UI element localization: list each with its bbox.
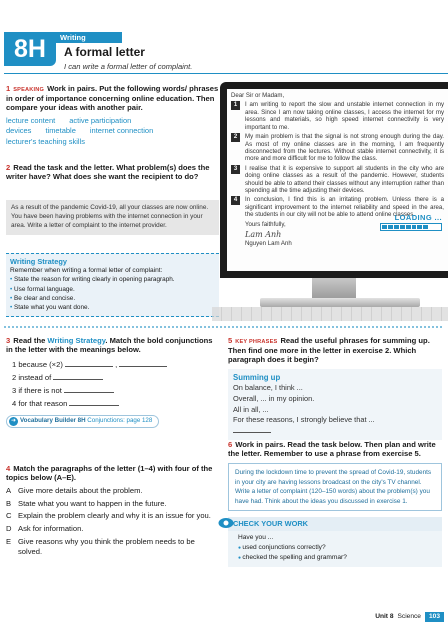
gap-fill-item: 1 because (×2) ,	[12, 359, 219, 372]
section-label: Writing	[56, 32, 122, 43]
answer-blank[interactable]	[69, 405, 119, 406]
letter-closing: Yours faithfully,	[245, 220, 286, 228]
check-title: CHECK YOUR WORK	[228, 517, 442, 530]
letter-paragraph-1	[231, 101, 444, 131]
strategy-title: Writing Strategy	[10, 257, 67, 266]
footer-unit: Unit 8	[375, 613, 394, 620]
answer-blank[interactable]	[119, 366, 167, 367]
summing-up-title: Summing up	[233, 372, 281, 382]
answer-line[interactable]	[233, 426, 437, 437]
key-phrase: Overall, ... in my opinion.	[233, 393, 315, 403]
exercise-2	[6, 163, 219, 182]
topic-letter: C	[6, 511, 12, 521]
loading-segment	[429, 225, 434, 229]
letter-screen	[227, 89, 448, 271]
answer-blank[interactable]	[64, 392, 114, 393]
writing-strategy-box	[6, 253, 219, 317]
strategy-intro: Remember when writing a formal letter of complaint:	[10, 267, 163, 275]
paragraph-text: I am writing to report the slow and unstable internet connection in my area. Since I am now taking online classes, I access the internet for my lessons and materials, so high speed internet connectivity is very important to me.	[245, 101, 444, 131]
exercise-instruction: Read the task and the letter. What problem(s) does the writer have? What does she want the recipient to do?	[6, 163, 210, 182]
check-intro: Have you ...	[238, 533, 274, 541]
exercise-6	[228, 440, 442, 567]
letter-paragraph-3	[231, 165, 444, 195]
eye-icon	[218, 517, 234, 529]
laptop-stand-base	[260, 298, 420, 307]
list-item: • State the reason for writing clearly in opening paragraph.	[10, 275, 215, 284]
paragraph-number: 2	[231, 133, 240, 142]
key-phrase: For these reasons, I strongly believe that ...	[233, 415, 375, 425]
check-item: ● checked the spelling and grammar?	[238, 553, 437, 563]
answer-blank[interactable]	[53, 379, 103, 380]
phrase: devices	[6, 126, 32, 136]
check-item: ● used conjunctions correctly?	[238, 543, 437, 553]
vocab-link-page: Conjunctions: page 128	[87, 416, 153, 424]
letter-paragraph-2	[231, 133, 444, 163]
phrase: lecturer's teaching skills	[6, 136, 85, 146]
gap-fill-prompt: 2 instead of	[12, 372, 52, 382]
list-item: • Use formal language.	[10, 285, 215, 294]
exercise-instruction: Match the paragraphs of the letter (1–4) with four of the topics below (A–E).	[6, 464, 213, 483]
check-your-work	[228, 517, 442, 567]
writing-strategy-link[interactable]: Writing Strategy	[47, 336, 106, 345]
key-phrase: On balance, I think ...	[233, 383, 303, 393]
letter-greeting: Dear Sir or Madam,	[231, 92, 285, 99]
check-list	[228, 531, 442, 568]
paragraph-number: 3	[231, 165, 240, 174]
topic-text: Give more details about the problem.	[18, 485, 143, 495]
task-box: As a result of the pandemic Covid-19, all your classes are now online. You have been having problems with the internet connection in your area. Write a letter of complaint to the internet provider.	[6, 200, 219, 235]
page-number: 103	[425, 612, 444, 622]
topic-letter: E	[6, 536, 12, 546]
topic-list	[6, 486, 219, 556]
page-footer	[375, 612, 444, 622]
gap-fill-item	[12, 398, 219, 411]
loading-segment	[417, 225, 422, 229]
topic-text: State what you want to happen in the future.	[18, 498, 167, 508]
exercise-3	[6, 336, 219, 428]
gap-fill-prompt: 3 if there is not	[12, 385, 62, 395]
topic-text: Explain the problem clearly and why it is an issue for you.	[18, 511, 211, 521]
list-item: • State what you want done.	[10, 303, 215, 312]
topic-item	[6, 537, 219, 556]
vocabulary-builder-link[interactable]	[6, 415, 159, 428]
key-phrase: All in all, ...	[233, 404, 269, 414]
loading-indicator	[380, 213, 442, 231]
loading-progress-bar	[380, 223, 442, 231]
writing-task-box: During the lockdown time to prevent the spread of Covid-19, students in your city are having lessons broadcast on the city's TV channel. Write a letter of complaint (120–150 words) about the problem(s) you have had. Think about the ideas you discussed in exercise 1.	[228, 463, 442, 511]
header-divider	[4, 73, 448, 74]
strategy-list	[10, 275, 215, 312]
phrase-list	[6, 116, 219, 148]
exercise-number: 6	[228, 440, 233, 449]
exercise-instruction-end: . Match the bold conjunctions in the letter with the meanings below.	[6, 336, 213, 355]
exercise-instruction: Work in pairs. Put the following words/ phrases in order of importance concerning online education. Then compare your ideas with another pair.	[6, 84, 219, 113]
list-item: • Be clear and concise.	[10, 294, 215, 303]
vocab-link-title: Vocabulary Builder 8H	[20, 416, 86, 424]
topic-item	[6, 511, 219, 521]
paragraph-text: My main problem is that the signal is not strong enough during the day. As most of my online classes are in the morning, I am frequently disconnected from the lectures. Without stable internet connectivity, it is more and more difficult for me to follow the class.	[245, 133, 444, 163]
exercise-1	[6, 84, 219, 147]
letter-signature: Lam Anh	[245, 230, 282, 240]
loading-segment	[382, 225, 387, 229]
phrase: internet connection	[89, 126, 154, 136]
loading-segment	[435, 225, 440, 229]
laptop-stand	[312, 278, 356, 298]
loading-segment	[406, 225, 411, 229]
exercise-number: 4	[6, 464, 11, 473]
exercise-instruction: Read the useful phrases for summing up. Then find one more in the letter in exercise 2. Which paragraph does it begin?	[228, 336, 430, 365]
letter-sender-name: Nguyen Lam Anh	[245, 239, 292, 247]
phrase: active participation	[69, 115, 132, 125]
loading-segment	[388, 225, 393, 229]
gap-fill-prompt: 1 because (×2)	[12, 359, 63, 369]
exercise-tag: KEY PHRASES	[235, 339, 278, 345]
gap-fill-prompt: 4 for that reason	[12, 398, 68, 408]
exercise-number: 3	[6, 336, 11, 345]
section-divider	[4, 326, 444, 328]
topic-item	[6, 486, 219, 496]
gap-fill-item	[12, 372, 219, 385]
exercise-4	[6, 464, 219, 559]
gap-fill-item	[12, 385, 219, 398]
exercise-5	[228, 336, 442, 440]
page-title: A formal letter	[64, 45, 145, 59]
exercise-number: 2	[6, 163, 11, 172]
loading-segment	[412, 225, 417, 229]
exercise-instruction: Work in pairs. Read the task below. Then plan and write the letter. Remember to use a phrase from exercise 5.	[228, 440, 436, 459]
loading-segment	[423, 225, 428, 229]
paragraph-number: 4	[231, 196, 240, 205]
loading-label: LOADING ...	[394, 212, 442, 222]
laptop-illustration	[220, 82, 448, 324]
topic-letter: D	[6, 524, 12, 534]
loading-segment	[400, 225, 405, 229]
exercise-number: 5	[228, 336, 233, 345]
exercise-tag: SPEAKING	[13, 87, 45, 93]
keyboard-illustration	[212, 307, 448, 321]
paragraph-text: I realise that it is expensive to support all students in the city who are doing online classes as a result of the pandemic. However, students should be able to attend their classes without any interruption rather than spending all the time adjusting their devices.	[245, 164, 444, 195]
footer-topic: Science	[397, 613, 421, 620]
arrow-right-icon: ➜	[10, 417, 17, 424]
unit-badge: 8H	[4, 32, 56, 66]
topic-item	[6, 499, 219, 509]
summing-up-box	[228, 369, 442, 440]
exercise-instruction-start: Read the	[13, 336, 48, 345]
exercise-number: 1	[6, 84, 11, 93]
page-subtitle: I can write a formal letter of complaint.	[64, 62, 193, 71]
phrase: timetable	[45, 126, 76, 136]
topic-text: Ask for information.	[18, 524, 84, 534]
loading-segment	[394, 225, 399, 229]
laptop-screen-frame	[220, 82, 448, 278]
topic-item	[6, 524, 219, 534]
paragraph-text: In conclusion, I find this is an irritating problem. Unless there is a significant improvement to the internet reliability and speed in the area, the students in our city will not be able to attend online classes.	[245, 196, 444, 219]
paragraph-number: 1	[231, 101, 240, 110]
answer-blank[interactable]	[65, 366, 113, 367]
topic-letter: B	[6, 498, 12, 508]
phrase: lecture content	[6, 115, 56, 125]
topic-letter: A	[6, 485, 12, 495]
gap-fill-list	[6, 359, 219, 411]
topic-text: Give reasons why you think the problem needs to be solved.	[18, 536, 195, 556]
